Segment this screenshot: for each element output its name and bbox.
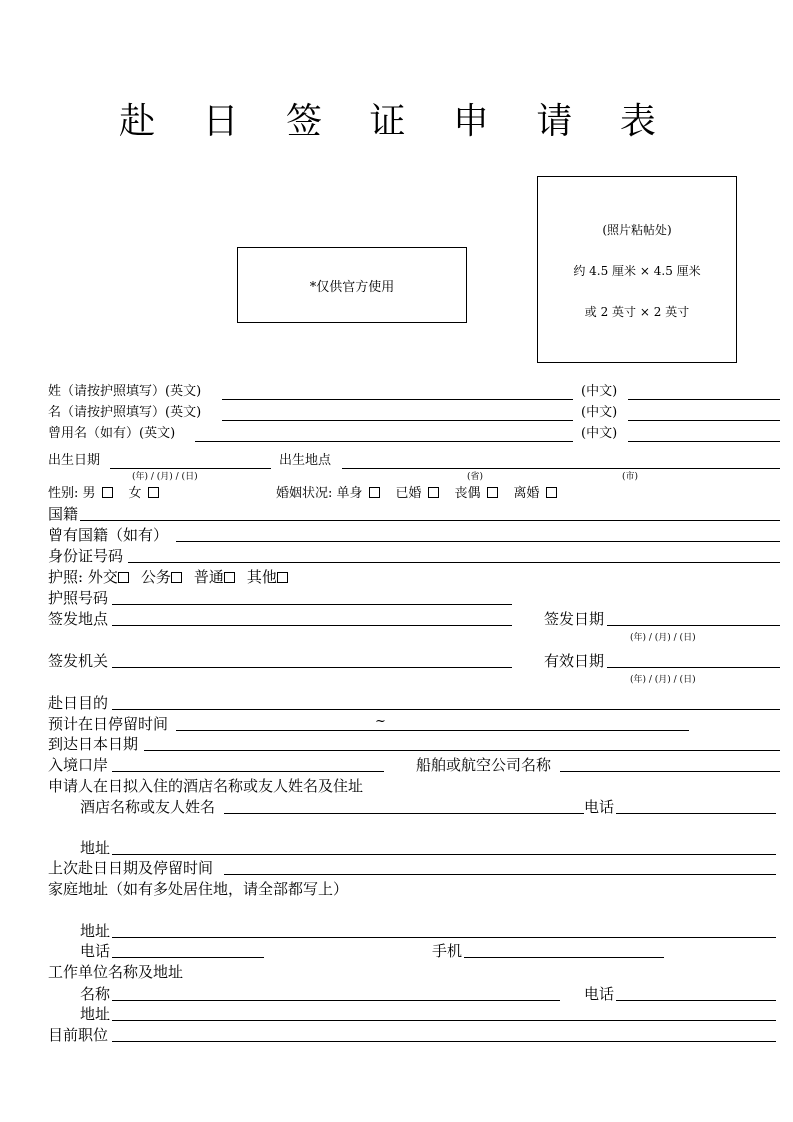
nationality-label: 国籍 xyxy=(48,505,79,523)
stay-period-tilde: ~ xyxy=(375,714,386,729)
issue-authority-field[interactable] xyxy=(112,667,512,668)
passport-type-row xyxy=(48,568,300,586)
photo-box xyxy=(537,176,737,363)
employer-name-label: 名称 xyxy=(80,985,111,1003)
hotel-phone-field[interactable] xyxy=(616,813,776,814)
entry-port-field[interactable] xyxy=(112,771,384,772)
purpose-label: 赴日目的 xyxy=(48,694,109,712)
former-nationality-field[interactable] xyxy=(176,541,780,542)
arrival-date-label: 到达日本日期 xyxy=(48,735,139,753)
hotel-name-label: 酒店名称或友人姓名 xyxy=(80,798,216,816)
employer-name-field[interactable] xyxy=(112,1000,560,1001)
female-checkbox[interactable] xyxy=(148,487,159,498)
surname-cn-label: (中文) xyxy=(581,384,618,399)
id-number-label: 身份证号码 xyxy=(48,547,124,565)
photo-size-inch: 或 2 英寸 × 2 英寸 xyxy=(584,305,690,319)
hotel-heading: 申请人在日拟入住的酒店名称或友人姓名及住址 xyxy=(48,777,364,795)
issue-authority-label: 签发机关 xyxy=(48,652,109,670)
marital-row xyxy=(276,486,573,502)
id-number-field[interactable] xyxy=(128,562,780,563)
marital-married-label: 已婚 xyxy=(395,486,422,501)
former-nationality-label: 曾有国籍（如有） xyxy=(48,526,169,544)
stay-period-label: 预计在日停留时间 xyxy=(48,715,169,733)
photo-size-cm: 约 4.5 厘米 × 4.5 厘米 xyxy=(573,264,701,278)
issue-date-field[interactable] xyxy=(607,625,780,626)
employer-heading: 工作单位名称及地址 xyxy=(48,963,184,981)
hotel-name-field[interactable] xyxy=(224,813,584,814)
home-phone-label: 电话 xyxy=(80,942,111,960)
employer-phone-field[interactable] xyxy=(616,1000,776,1001)
issue-date-format: (年) / (月) / (日) xyxy=(630,633,696,643)
home-mobile-field[interactable] xyxy=(464,957,664,958)
former-en-field[interactable] xyxy=(195,441,573,442)
sex-male-label: 性别: 男 xyxy=(48,486,96,501)
position-label: 目前职位 xyxy=(48,1026,109,1044)
passport-ordinary-label: 普通 xyxy=(193,568,224,586)
last-visit-field[interactable] xyxy=(224,874,776,875)
carrier-field[interactable] xyxy=(560,771,780,772)
former-cn-label: (中文) xyxy=(581,426,618,441)
given-en-label: 名（请按护照填写）(英文) xyxy=(48,405,202,420)
surname-en-field[interactable] xyxy=(222,399,573,400)
birth-date-field[interactable] xyxy=(110,468,271,469)
passport-official-label: 公务 xyxy=(140,568,171,586)
other-checkbox[interactable] xyxy=(277,572,288,583)
birth-province-hint: (省) xyxy=(467,472,484,482)
home-address-heading: 家庭地址（如有多处居住地，请全部都写上） xyxy=(48,880,349,898)
birth-place-label: 出生地点 xyxy=(279,453,332,468)
marital-widowed-label: 丧偶 xyxy=(454,486,481,501)
official-checkbox[interactable] xyxy=(171,572,182,583)
home-address-field[interactable] xyxy=(112,937,776,938)
purpose-field[interactable] xyxy=(112,709,780,710)
birth-place-field[interactable] xyxy=(342,468,780,469)
given-cn-field[interactable] xyxy=(628,420,780,421)
former-en-label: 曾用名（如有）(英文) xyxy=(48,426,176,441)
hotel-phone-label: 电话 xyxy=(584,798,615,816)
stay-period-field[interactable] xyxy=(176,730,689,731)
single-checkbox[interactable] xyxy=(369,487,380,498)
divorced-checkbox[interactable] xyxy=(546,487,557,498)
married-checkbox[interactable] xyxy=(428,487,439,498)
ordinary-checkbox[interactable] xyxy=(224,572,235,583)
employer-address-label: 地址 xyxy=(80,1005,111,1023)
marital-divorced-label: 离婚 xyxy=(513,486,540,501)
surname-en-label: 姓（请按护照填写）(英文) xyxy=(48,384,202,399)
photo-label: (照片粘帖处) xyxy=(602,223,672,237)
arrival-date-field[interactable] xyxy=(144,750,780,751)
sex-row xyxy=(48,486,175,502)
marital-single-label: 婚姻状况: 单身 xyxy=(276,486,363,501)
home-mobile-label: 手机 xyxy=(432,942,463,960)
male-checkbox[interactable] xyxy=(102,487,113,498)
employer-address-field[interactable] xyxy=(112,1020,776,1021)
nationality-field[interactable] xyxy=(80,520,780,521)
entry-port-label: 入境口岸 xyxy=(48,756,109,774)
issue-date-label: 签发日期 xyxy=(544,610,605,628)
sex-female-label: 女 xyxy=(128,486,142,501)
passport-diplomatic-label: 护照: 外交 xyxy=(48,568,118,586)
position-field[interactable] xyxy=(112,1041,776,1042)
given-en-field[interactable] xyxy=(222,420,573,421)
birth-date-format: (年) / (月) / (日) xyxy=(132,472,198,482)
birth-city-hint: (市) xyxy=(622,472,639,482)
given-cn-label: (中文) xyxy=(581,405,618,420)
widowed-checkbox[interactable] xyxy=(487,487,498,498)
home-address-label: 地址 xyxy=(80,922,111,940)
official-use-label: *仅供官方使用 xyxy=(309,279,395,295)
form-title: 赴 日 签 证 申 请 表 xyxy=(119,101,674,142)
official-use-box xyxy=(237,247,467,323)
employer-phone-label: 电话 xyxy=(584,985,615,1003)
expiry-label: 有效日期 xyxy=(544,652,605,670)
former-cn-field[interactable] xyxy=(628,441,780,442)
expiry-format: (年) / (月) / (日) xyxy=(630,675,696,685)
diplomatic-checkbox[interactable] xyxy=(118,572,129,583)
birth-date-label: 出生日期 xyxy=(48,453,101,468)
home-phone-field[interactable] xyxy=(112,957,264,958)
last-visit-label: 上次赴日日期及停留时间 xyxy=(48,859,214,877)
passport-no-field[interactable] xyxy=(112,604,512,605)
hotel-address-label: 地址 xyxy=(80,839,111,857)
expiry-field[interactable] xyxy=(607,667,780,668)
issue-place-label: 签发地点 xyxy=(48,610,109,628)
passport-no-label: 护照号码 xyxy=(48,589,109,607)
surname-cn-field[interactable] xyxy=(628,399,780,400)
issue-place-field[interactable] xyxy=(112,625,512,626)
hotel-address-field[interactable] xyxy=(112,854,776,855)
passport-other-label: 其他 xyxy=(246,568,277,586)
carrier-label: 船舶或航空公司名称 xyxy=(416,756,552,774)
